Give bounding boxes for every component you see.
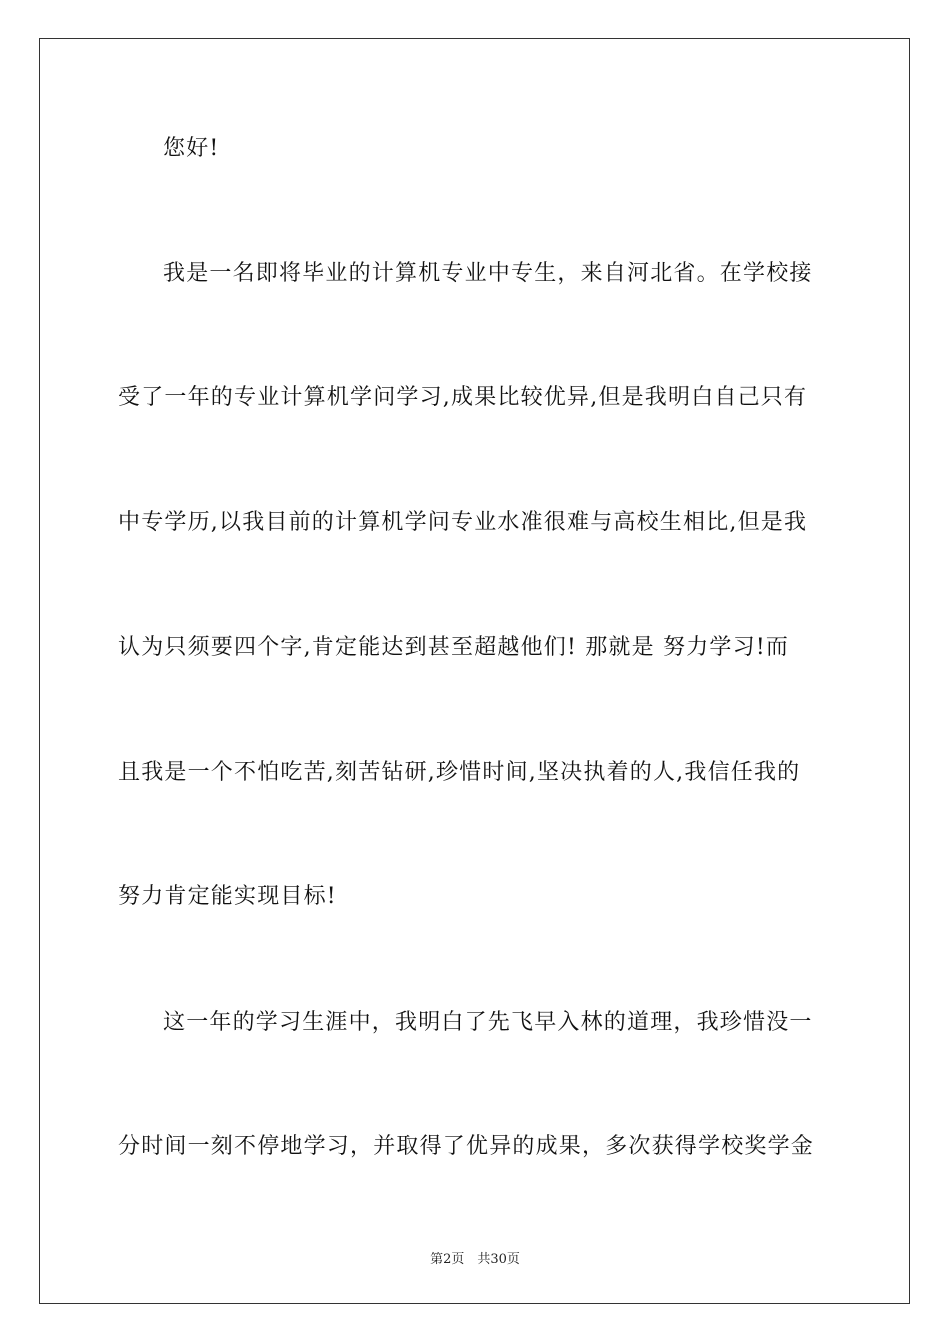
paragraph-1-line-5: 且我是一个不怕吃苦,刻苦钻研,珍惜时间,坚决执着的人,我信任我的 bbox=[118, 760, 801, 785]
paragraph-1-line-1: 我是一名即将毕业的计算机专业中专生，来自河北省。在学校接 bbox=[163, 261, 813, 286]
greeting-line: 您好! bbox=[163, 136, 220, 161]
page-border bbox=[39, 38, 910, 1304]
paragraph-1-line-4: 认为只须要四个字,肯定能达到甚至超越他们! 那就是 努力学习!而 bbox=[118, 635, 790, 660]
page-number-footer: 第2页 共30页 bbox=[430, 1252, 520, 1267]
paragraph-1-line-3: 中专学历,以我目前的计算机学问专业水准很难与高校生相比,但是我 bbox=[118, 510, 808, 535]
paragraph-1-line-6: 努力肯定能实现目标! bbox=[118, 884, 337, 909]
paragraph-2-line-2: 分时间一刻不停地学习，并取得了优异的成果，多次获得学校奖学金 bbox=[118, 1134, 815, 1159]
paragraph-1-line-2: 受了一年的专业计算机学问学习,成果比较优异,但是我明白自己只有 bbox=[118, 385, 808, 410]
paragraph-2-line-1: 这一年的学习生涯中，我明白了先飞早入林的道理，我珍惜没一 bbox=[163, 1010, 813, 1035]
